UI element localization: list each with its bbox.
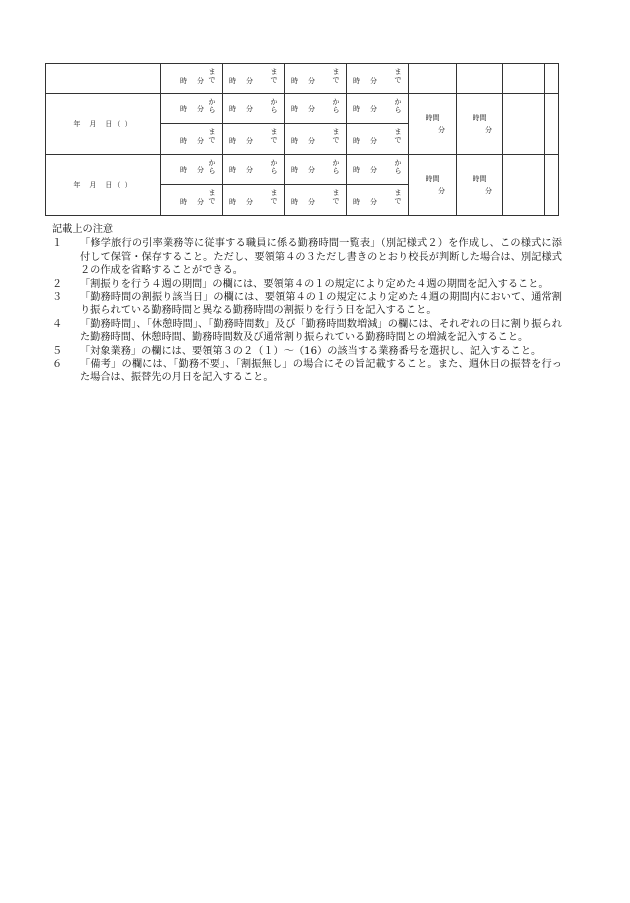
hours-cell[interactable]: 時間 分	[409, 94, 457, 155]
time-cell[interactable]: 時 分 か ら	[161, 94, 223, 124]
note-item	[52, 318, 562, 345]
note-item	[52, 358, 562, 385]
time-cell[interactable]: 時 分 ま で	[285, 124, 347, 155]
hours-cell[interactable]	[409, 64, 457, 94]
hours-cell[interactable]: 時間 分	[409, 155, 457, 216]
time-cell[interactable]: 時 分 ま で	[223, 64, 285, 94]
note-item	[52, 278, 562, 291]
note-number: ４	[52, 318, 63, 330]
note-text: 「備考」の欄には、「勤務不要」、「割振無し」の場合にその旨記載すること。また、週休日の振替を行った場合は、振替先の月日を記入すること。	[80, 359, 562, 384]
time-cell[interactable]: 時 分 か ら	[347, 155, 409, 185]
time-cell[interactable]: 時 分 ま で	[223, 185, 285, 216]
note-item	[52, 345, 562, 358]
note-number: ６	[52, 359, 63, 371]
time-cell[interactable]: 時 分 か ら	[347, 94, 409, 124]
time-cell[interactable]: 時 分 か ら	[285, 94, 347, 124]
remarks-cell[interactable]	[545, 155, 559, 216]
note-text: 「修学旅行の引率業務等に従事する職員に係る勤務時間一覧表」（別記様式２）を作成し、この様式に添付して保管・保存すること。ただし、要領第４の３ただし書きのとおり校長が判断した場合は、別記様式２の作成を省略することができる。	[80, 238, 562, 277]
table-row	[46, 64, 559, 94]
note-number: ２	[52, 278, 63, 290]
date-cell[interactable]	[46, 64, 161, 94]
table-row	[46, 155, 559, 185]
task-cell[interactable]	[503, 155, 545, 216]
time-cell[interactable]: 時 分 ま で	[285, 185, 347, 216]
note-item	[52, 237, 562, 277]
task-cell[interactable]	[503, 94, 545, 155]
time-cell[interactable]: 時 分 ま で	[347, 124, 409, 155]
time-cell[interactable]: 時 分 ま で	[285, 64, 347, 94]
time-cell[interactable]: 時 分 ま で	[161, 185, 223, 216]
time-cell[interactable]: 時 分 か ら	[223, 94, 285, 124]
note-text: 「勤務時間」、「休憩時間」、「勤務時間数」及び「勤務時間数増減」の欄には、それぞれの日に割り振られた勤務時間、休憩時間、勤務時間数及び通常割り振られている勤務時間との増減を記入すること。	[80, 318, 562, 344]
note-text: 「勤務時間の割振り該当日」の欄には、要領第４の１の規定により定めた４週の期間内において、通常割り振られている勤務時間と異なる勤務時間の割振りを行う日を記入すること。	[80, 292, 562, 317]
time-cell[interactable]: 時 分 ま で	[347, 185, 409, 216]
hours-diff-cell[interactable]: 時間 分	[457, 94, 503, 155]
task-cell[interactable]	[503, 64, 545, 94]
note-number: ５	[52, 345, 63, 357]
notes-section	[52, 223, 562, 385]
note-number: ３	[52, 292, 63, 304]
time-cell[interactable]: 時 分 ま で	[161, 124, 223, 155]
notes-title: 記載上の注意	[52, 224, 114, 235]
time-cell[interactable]: 時 分 か ら	[161, 155, 223, 185]
note-text: 「割振りを行う４週の期間」の欄には、要領第４の１の規定により定めた４週の期間を記入すること。	[80, 278, 549, 290]
note-number: １	[52, 238, 63, 250]
time-cell[interactable]: 時 分 か ら	[223, 155, 285, 185]
note-text: 「対象業務」の欄には、要領第３の２（１）～（16）の該当する業務番号を選択し、記入すること。	[80, 345, 542, 357]
remarks-cell[interactable]	[545, 64, 559, 94]
note-item	[52, 291, 562, 318]
time-cell[interactable]: 時 分 ま で	[223, 124, 285, 155]
table-row	[46, 94, 559, 124]
remarks-cell[interactable]	[545, 94, 559, 155]
hours-diff-cell[interactable]: 時間 分	[457, 155, 503, 216]
date-cell[interactable]: 年 月 日（ ）	[46, 94, 161, 155]
date-cell[interactable]: 年 月 日（ ）	[46, 155, 161, 216]
hours-diff-cell[interactable]	[457, 64, 503, 94]
time-cell[interactable]: 時 分 ま で	[161, 64, 223, 94]
time-cell[interactable]: 時 分 ま で	[347, 64, 409, 94]
time-cell[interactable]: 時 分 か ら	[285, 155, 347, 185]
schedule-table	[45, 63, 559, 216]
